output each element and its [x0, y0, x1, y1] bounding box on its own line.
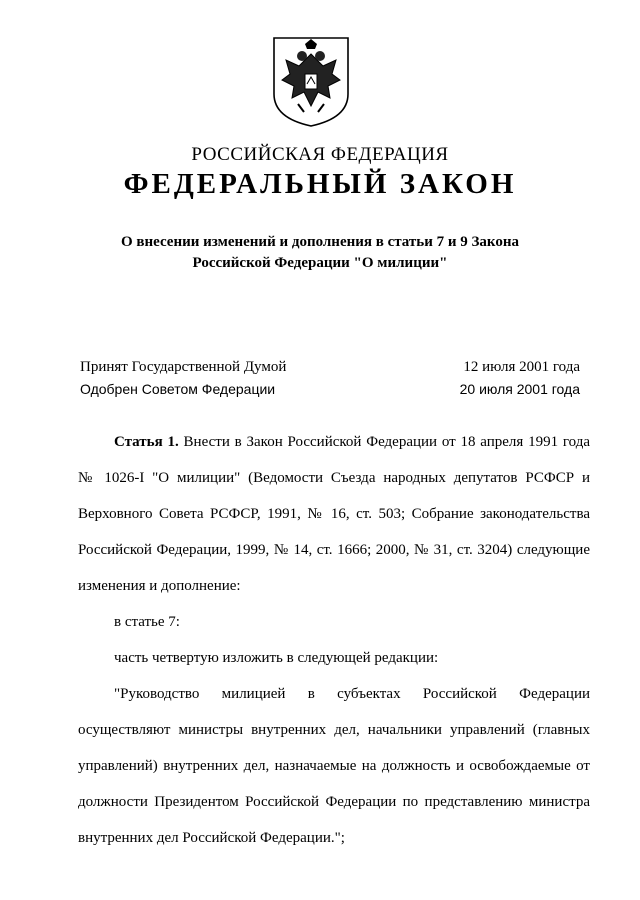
- council-date: 20 июля 2001 года: [459, 381, 580, 397]
- article-label: Статья 1.: [114, 434, 179, 450]
- duma-adoption-row: [80, 359, 580, 376]
- article-text: Внести в Закон Российской Федерации от 18 апреля 1991 года № 1026-I "О милиции" (Ведомости Съезда народных депутатов РСФСР и Верховного Совета РСФСР, 1991, № 16, ст. 503; Собрание законодательства Российской Федерации, 1999, № 14, ст. 1666; 2000, № 31, ст. 3204) следующие изменения и дополнение:: [78, 434, 591, 594]
- quote-text: "Руководство милицией в субъектах Российской Федерации осуществляют министры внутренних дел, начальники управлений (главных управлений) внутренних дел, назначаемые на должность и освобождаемые от должности Президентом Российской Федерации по представлению министра внутренних дел Российской Федерации.";: [78, 686, 590, 846]
- subject-line-2: Российской Федерации "О милиции": [192, 255, 448, 271]
- article-1-paragraph: [78, 424, 590, 604]
- part-instruction-line: часть четвертую изложить в следующей редакции:: [114, 650, 439, 666]
- law-subject: [0, 232, 640, 274]
- council-label: Одобрен Советом Федерации: [80, 381, 276, 397]
- in-article-line: в статье 7:: [114, 614, 180, 630]
- duma-date: 12 июля 2001 года: [463, 359, 580, 375]
- duma-label: Принят Государственной Думой: [80, 359, 287, 375]
- quoted-amendment: [78, 676, 590, 856]
- document-type-heading: ФЕДЕРАЛЬНЫЙ ЗАКОН: [123, 168, 517, 200]
- council-approval-row: [80, 381, 580, 397]
- russian-coat-of-arms-icon: [272, 36, 350, 128]
- subject-line-1: О внесении изменений и дополнения в статьи 7 и 9 Закона: [120, 234, 520, 250]
- country-heading: РОССИЙСКАЯ ФЕДЕРАЦИЯ: [191, 144, 449, 165]
